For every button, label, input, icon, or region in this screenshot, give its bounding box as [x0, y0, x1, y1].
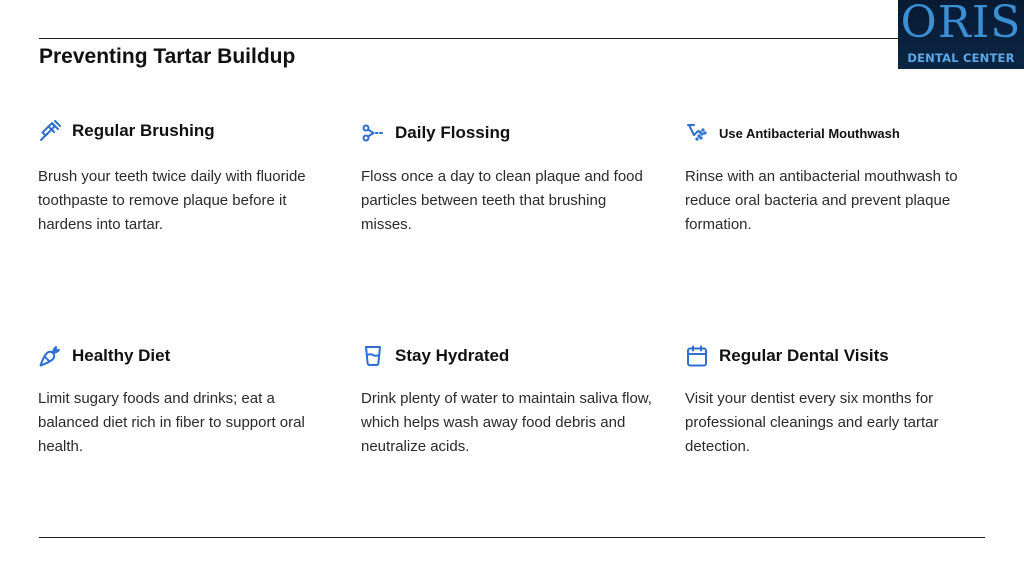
tip-title: Stay Hydrated — [395, 346, 510, 365]
oris-dental-logo — [898, 0, 1024, 69]
tip-description: Visit your dentist every six months for professional cleanings and early tartar detection. — [685, 390, 939, 455]
tip-card-stay-hydrated — [361, 343, 661, 459]
tip-card-header — [361, 120, 661, 146]
tip-description: Limit sugary foods and drinks; eat a balanced diet rich in fiber to support oral health. — [38, 390, 305, 455]
tip-card-header — [38, 118, 338, 144]
top-divider — [39, 38, 901, 39]
tip-title: Use Antibacterial Mouthwash — [719, 125, 900, 141]
tip-card-dental-visits — [685, 343, 985, 459]
scissors-icon — [361, 121, 385, 145]
logo-word: ORIS — [900, 0, 1022, 48]
tip-title: Regular Brushing — [72, 121, 215, 140]
toothbrush-icon — [38, 119, 62, 143]
tip-card-healthy-diet — [38, 343, 338, 459]
tip-card-header — [685, 343, 985, 369]
spray-icon — [685, 121, 709, 145]
bottom-divider — [39, 537, 985, 538]
tip-description: Brush your teeth twice daily with fluoride toothpaste to remove plaque before it hardens into tartar. — [38, 168, 306, 233]
glass-water-icon — [361, 344, 385, 368]
tip-description: Rinse with an antibacterial mouthwash to reduce oral bacteria and prevent plaque formation. — [685, 168, 958, 233]
carrot-icon — [38, 344, 62, 368]
tip-description: Floss once a day to clean plaque and food particles between teeth that brushing misses. — [361, 168, 643, 233]
tip-card-header — [361, 343, 661, 369]
tip-card-header — [685, 120, 985, 146]
tip-title: Healthy Diet — [72, 346, 171, 365]
tip-card-regular-brushing — [38, 118, 338, 237]
tip-description: Drink plenty of water to maintain saliva flow, which helps wash away food debris and neutralize acids. — [361, 390, 652, 455]
tip-title: Regular Dental Visits — [719, 346, 889, 365]
tip-card-header — [38, 343, 338, 369]
logo-subtitle: DENTAL CENTER — [907, 51, 1015, 65]
tip-card-daily-flossing — [361, 120, 661, 237]
tip-title: Daily Flossing — [395, 123, 511, 142]
tip-card-mouthwash — [685, 120, 985, 237]
calendar-icon — [685, 344, 709, 368]
page-title: Preventing Tartar Buildup — [39, 45, 296, 68]
